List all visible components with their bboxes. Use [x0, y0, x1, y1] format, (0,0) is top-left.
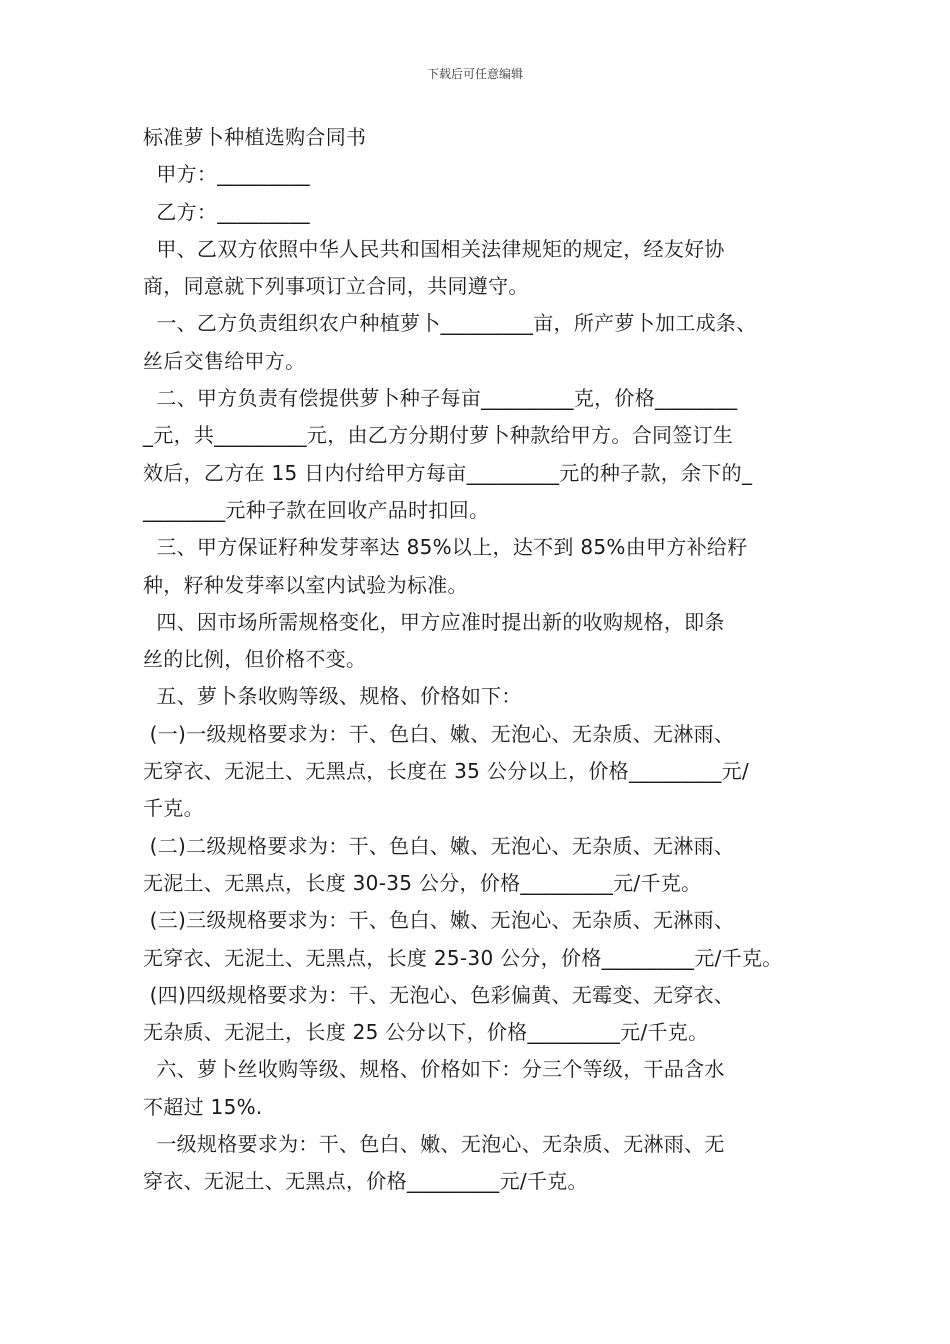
text-line: 一级规格要求为：干、色白、嫩、无泡心、无杂质、无淋雨、无	[143, 1132, 725, 1157]
text-line: 无杂质、无泥土，长度 25 公分以下，价格_________元/千克。	[143, 1020, 709, 1045]
page-header: 下载后可任意编辑	[426, 67, 523, 81]
text-line: 效后，乙方在 15 日内付给甲方每亩_________元的种子款，余下的_	[143, 460, 753, 485]
text-line: 甲、乙双方依照中华人民共和国相关法律规矩的规定，经友好协	[143, 236, 725, 261]
text-line: 不超过 15%.	[143, 1094, 263, 1119]
text-line: (四)四级规格要求为：干、无泡心、色彩偏黄、无霉变、无穿衣、	[143, 982, 735, 1007]
text-line: 穿衣、无泥土、无黑点，价格_________元/千克。	[143, 1169, 588, 1194]
text-line: 五、萝卜条收购等级、规格、价格如下：	[143, 684, 522, 709]
text-line: (二)二级规格要求为：干、色白、嫩、无泡心、无杂质、无淋雨、	[143, 833, 735, 858]
document-title: 标准萝卜种植选购合同书	[143, 125, 367, 149]
text-line: ________元种子款在回收产品时扣回。	[143, 497, 490, 522]
text-line: 六、萝卜丝收购等级、规格、价格如下：分三个等级，干品含水	[143, 1057, 725, 1082]
text-line: 无穿衣、无泥土、无黑点，长度在 35 公分以上，价格_________元/	[143, 759, 750, 784]
text-line: 一、乙方负责组织农户种植萝卜_________亩，所产萝卜加工成条、	[143, 311, 757, 336]
party-b-line: 乙方：_________	[143, 199, 310, 224]
text-line: 千克。	[143, 796, 204, 821]
text-line: _元，共_________元，由乙方分期付萝卜种款给甲方。合同签订生	[143, 423, 734, 448]
text-line: 种，籽种发芽率以室内试验为标准。	[143, 572, 468, 597]
text-line: 丝的比例，但价格不变。	[143, 647, 367, 672]
text-line: 二、甲方负责有偿提供萝卜种子每亩_________克，价格________	[143, 386, 738, 411]
text-line: 无泥土、无黑点，长度 30-35 公分，价格_________元/千克。	[143, 870, 702, 895]
text-line: 无穿衣、无泥土、无黑点，长度 25-30 公分，价格_________元/千克。	[143, 945, 783, 970]
text-line: 丝后交售给甲方。	[143, 348, 306, 373]
text-line: 四、因市场所需规格变化，甲方应准时提出新的收购规格，即条	[143, 609, 725, 634]
party-a-line: 甲方：_________	[143, 162, 310, 187]
text-line: 三、甲方保证籽种发芽率达 85%以上，达不到 85%由甲方补给籽	[143, 535, 748, 560]
text-line: (一)一级规格要求为：干、色白、嫩、无泡心、无杂质、无淋雨、	[143, 721, 735, 746]
text-line: (三)三级规格要求为：干、色白、嫩、无泡心、无杂质、无淋雨、	[143, 908, 735, 933]
text-line: 商，同意就下列事项订立合同，共同遵守。	[143, 274, 529, 299]
contract-body	[143, 119, 823, 1201]
